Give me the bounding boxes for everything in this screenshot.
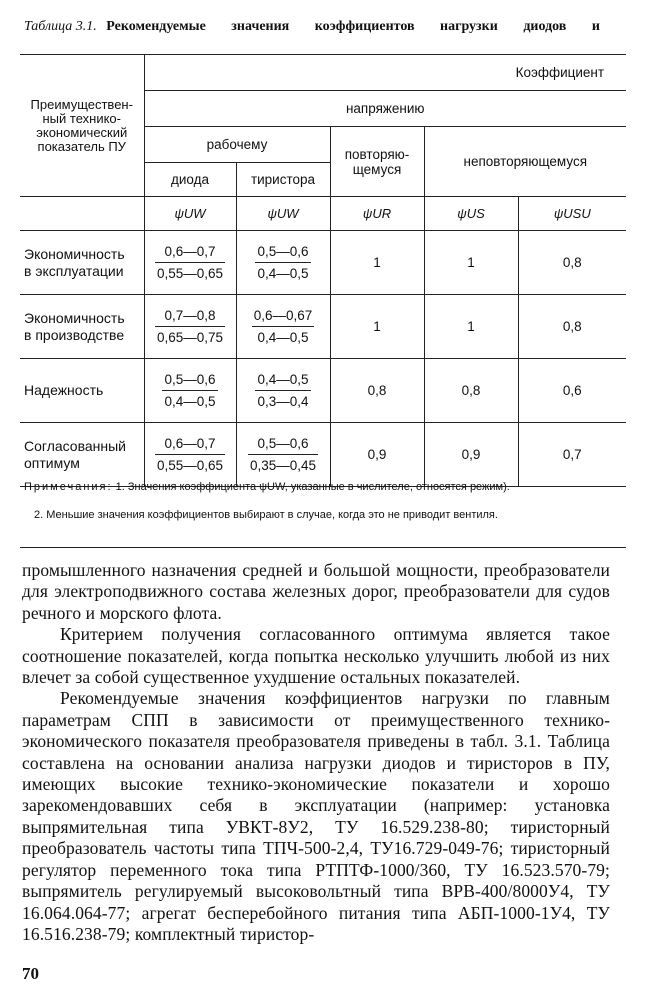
diode-range <box>144 423 236 487</box>
coefficient-header: Коэффициент <box>144 55 626 91</box>
table-caption-label: Таблица 3.1. <box>24 19 97 34</box>
thyristor-denominator: 0,3—0,4 <box>257 394 309 409</box>
thyristor-range <box>236 231 330 295</box>
nonrepetitive-s-value: 0,8 <box>424 359 518 423</box>
diode-denominator: 0,4—0,5 <box>164 394 216 409</box>
stub-header-l4: показатель ПУ <box>37 138 126 154</box>
paragraph: промышленного назначения средней и большой мощности, преобразователи для электроподвижного состава железных дорог, преобразователи для судов речного и морского флота. <box>22 560 610 623</box>
row-label-l2: в эксплуатации <box>24 262 124 279</box>
row-label-l1: Экономичность <box>24 245 125 262</box>
page-number: 70 <box>22 964 39 983</box>
stub-header-l2: ный технико- <box>42 110 121 126</box>
nonrepetitive-su-value: 0,8 <box>518 231 626 295</box>
diode-numerator: 0,6—0,7 <box>155 436 225 455</box>
thyristor-denominator: 0,4—0,5 <box>257 266 309 281</box>
note-lead: Примечания: <box>24 481 113 493</box>
thyristor-range <box>236 295 330 359</box>
nonrepetitive-su-value: 0,6 <box>518 359 626 423</box>
table-note-2: 2. Меньшие значения коэффициентов выбирают в случае, когда это не приводит вентиля. <box>34 509 498 521</box>
section-divider <box>20 547 626 548</box>
note-1-text: 1. Значения коэффициента ψUW, указанные в числителе, относятся режим). <box>115 481 510 493</box>
diode-range <box>144 231 236 295</box>
row-label <box>20 423 144 487</box>
diode-numerator: 0,5—0,6 <box>162 372 217 391</box>
thyristor-denominator: 0,35—0,45 <box>249 458 317 473</box>
row-label-l1: Экономичность <box>24 309 125 326</box>
paragraph: Рекомендуемые значения коэффициентов нагрузки по главным параметрам СПП в зависимости от преимущественного технико-экономического показателя преобразователя приведены в табл. 3.1. Таблица составлена на основании анализа нагрузки диодов и тиристоров в ПУ, имеющих высокие технико-экономические показатели и хорошо зарекомендовавших себя в эксплуатации (например: установка выпрямительная типа УВКТ-8У2, ТУ 16.529.238-80; тиристорный преобразователь частоты типа ТПЧ-500-2,4, ТУ16.729-049-76; тиристорный регулятор переменного тока типа РТПТФ-1000/360, ТУ 16.523.570-79; выпрямитель регулируемый высоковольтный типа ВРВ-400/8000У4, ТУ 16.064.064-77; агрегат бесперебойного питания типа АБП-1000-1У4, ТУ 16.516.238-79; комплектный тиристор- <box>22 688 610 944</box>
diode-denominator: 0,65—0,75 <box>156 330 224 345</box>
symbol-psi-uw-diode: ψUW <box>144 197 236 231</box>
diode-numerator: 0,7—0,8 <box>155 308 225 327</box>
row-label <box>20 231 144 295</box>
table-row <box>20 423 626 487</box>
table-row <box>20 231 626 295</box>
diode-range <box>144 359 236 423</box>
repetitive-value: 1 <box>330 295 424 359</box>
repetitive-header-l2: щемуся <box>352 161 402 177</box>
nonrepetitive-header: неповторяющемуся <box>424 127 626 197</box>
diode-header: диода <box>144 163 236 197</box>
coefficient-table <box>20 54 626 487</box>
thyristor-range <box>236 359 330 423</box>
symbol-psi-ur: ψUR <box>330 197 424 231</box>
row-label-l2: в производстве <box>24 326 125 343</box>
repetitive-value: 0,8 <box>330 359 424 423</box>
repetitive-value: 0,9 <box>330 423 424 487</box>
repetitive-header <box>330 127 424 197</box>
voltage-header: напряжению <box>144 91 626 127</box>
diode-numerator: 0,6—0,7 <box>155 244 225 263</box>
nonrepetitive-s-value: 1 <box>424 295 518 359</box>
row-label-l2: оптимум <box>24 454 80 471</box>
table-row <box>20 359 626 423</box>
symbol-spacer <box>20 197 144 231</box>
symbol-psi-uw-thyristor: ψUW <box>236 197 330 231</box>
symbol-psi-us: ψUS <box>424 197 518 231</box>
thyristor-numerator: 0,4—0,5 <box>255 372 310 391</box>
nonrepetitive-su-value: 0,8 <box>518 295 626 359</box>
row-label <box>20 295 144 359</box>
repetitive-header-l1: повторяю- <box>344 146 410 162</box>
diode-range <box>144 295 236 359</box>
stub-header-l3: экономический <box>36 124 128 140</box>
thyristor-range <box>236 423 330 487</box>
table-caption <box>24 18 624 36</box>
stub-header <box>20 55 144 197</box>
stub-header-l1: Преимуществен- <box>30 96 133 112</box>
row-label-l1: Согласованный <box>24 437 127 454</box>
thyristor-header: тиристора <box>236 163 330 197</box>
paragraph: Критерием получения согласованного оптимума является такое соотношение показателей, когда попытка несколько улучшить любой из них влечет за собой существенное ухудшение остальных показателей. <box>22 624 610 688</box>
working-header: рабочему <box>144 127 330 163</box>
thyristor-numerator: 0,5—0,6 <box>248 436 318 455</box>
table-note-1 <box>24 480 624 494</box>
nonrepetitive-s-value: 0,9 <box>424 423 518 487</box>
diode-denominator: 0,55—0,65 <box>156 266 224 281</box>
row-label-l1: Надежность <box>24 382 104 398</box>
table-caption-title: Рекомендуемые значения коэффициентов нагрузки диодов и <box>106 19 600 34</box>
nonrepetitive-s-value: 1 <box>424 231 518 295</box>
diode-denominator: 0,55—0,65 <box>156 458 224 473</box>
thyristor-numerator: 0,6—0,67 <box>252 308 315 327</box>
thyristor-denominator: 0,4—0,5 <box>257 330 309 345</box>
thyristor-numerator: 0,5—0,6 <box>255 244 310 263</box>
table-row <box>20 295 626 359</box>
nonrepetitive-su-value: 0,7 <box>518 423 626 487</box>
symbol-psi-usu: ψUSU <box>518 197 626 231</box>
row-label <box>20 359 144 423</box>
body-text <box>22 560 610 945</box>
repetitive-value: 1 <box>330 231 424 295</box>
